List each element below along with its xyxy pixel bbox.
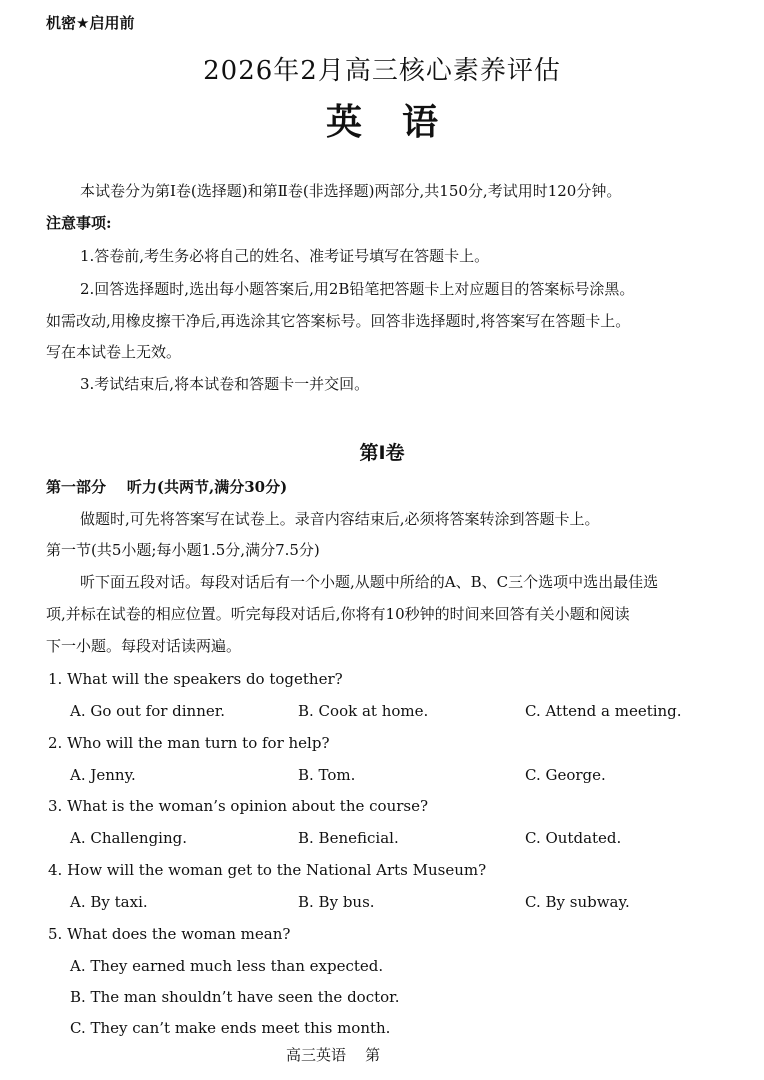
question-1-option-c: C. Attend a meeting. [525,702,682,720]
directions-line-2: 项,并标在试卷的相应位置。听完每段对话后,你将有10秒钟的时间来回答有关小题和阅读 [46,605,630,623]
section-1-heading: 第一节(共5小题;每小题1.5分,满分7.5分) [46,541,320,559]
page-footer: 高三英语 第 [286,1046,381,1064]
exam-title: 2026年2月高三核心素养评估 [203,56,561,86]
confidential-label: 机密★启用前 [46,14,135,32]
question-5-option-b: B. The man shouldn’t have seen the doctor. [70,988,400,1006]
volume-heading: 第Ⅰ卷 [359,442,405,464]
notes-item-2-line-3: 写在本试卷上无效。 [46,343,182,361]
notes-heading: 注意事项: [46,214,112,232]
question-2-option-c: C. George. [525,766,606,784]
directions-line-1: 听下面五段对话。每段对话后有一个小题,从题中所给的A、B、C三个选项中选出最佳选 [80,573,659,591]
question-1-stem: 1. What will the speakers do together? [48,670,343,688]
notes-item-2-line-2: 如需改动,用橡皮擦干净后,再选涂其它答案标号。回答非选择题时,将答案写在答题卡上。 [46,312,631,330]
question-3-option-c: C. Outdated. [525,829,622,847]
question-3-option-a: A. Challenging. [70,829,188,847]
question-5-stem: 5. What does the woman mean? [48,925,291,943]
question-4-option-a: A. By taxi. [70,893,148,911]
notes-item-3: 3.考试结束后,将本试卷和答题卡一并交回。 [80,375,370,393]
question-1-option-a: A. Go out for dinner. [70,702,226,720]
intro-text: 本试卷分为第Ⅰ卷(选择题)和第Ⅱ卷(非选择题)两部分,共150分,考试用时120分钟。 [80,182,622,200]
part-1-instruction: 做题时,可先将答案写在试卷上。录音内容结束后,必须将答案转涂到答题卡上。 [80,510,600,528]
question-1-option-b: B. Cook at home. [298,702,429,720]
notes-item-2-line-1: 2.回答选择题时,选出每小题答案后,用2B铅笔把答题卡上对应题目的答案标号涂黑。 [80,280,635,298]
question-4-stem: 4. How will the woman get to the National Arts Museum? [48,861,487,879]
question-5-option-a: A. They earned much less than expected. [70,957,384,975]
directions-line-3: 下一小题。每段对话读两遍。 [46,637,242,655]
question-2-option-a: A. Jenny. [70,766,136,784]
notes-item-1: 1.答卷前,考生务必将自己的姓名、准考证号填写在答题卡上。 [80,247,490,265]
question-4-option-c: C. By subway. [525,893,630,911]
question-3-option-b: B. Beneficial. [298,829,399,847]
question-5-option-c: C. They can’t make ends meet this month. [70,1019,391,1037]
part-1-heading: 第一部分 听力(共两节,满分30分) [46,478,288,496]
question-3-stem: 3. What is the woman’s opinion about the course? [48,797,429,815]
question-2-stem: 2. Who will the man turn to for help? [48,734,330,752]
question-4-option-b: B. By bus. [298,893,375,911]
subject-title: 英语 [325,102,478,143]
question-2-option-b: B. Tom. [298,766,356,784]
